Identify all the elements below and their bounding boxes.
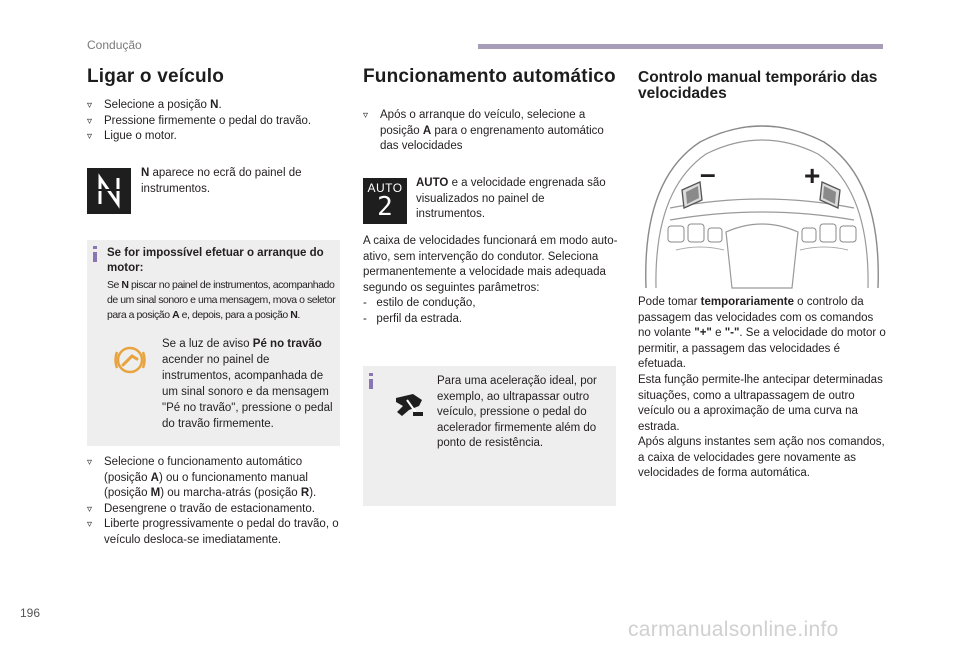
bullet-icon: ▿ xyxy=(87,115,93,127)
n-display-icon xyxy=(87,168,131,214)
gear-digit: 2 xyxy=(377,192,393,222)
warning-title: Se for impossível efetuar o arranque do motor: xyxy=(107,247,324,274)
list-item: ▿ Liberte progressivamente o pedal do travão, o veículo desloca-se imediatamente. xyxy=(87,518,339,546)
auto-paragraph: A caixa de velocidades funcionará em modo auto-ativo, sem intervenção do condutor. Seleciona permanentemente a velocidade mais adequada segundo os seguintes parâmetros: xyxy=(363,235,618,294)
list-item: ▿ Selecione o funcionamento automático (posição A) ou o funcionamento manual (posição M) ou marcha-atrás (posição R). xyxy=(87,456,317,499)
list-item: ▿ Ligue o motor. xyxy=(87,129,347,145)
manual-paragraph-3: Após alguns instantes sem ação nos comandos, a caixa de velocidades gere novamente as velocidades de forma automática. xyxy=(638,436,885,479)
tip-text: Para uma aceleração ideal, por exemplo, ao ultrapassar outro veículo, pressione o pedal do acelerador firmemente além do ponto de resistência. xyxy=(437,375,597,449)
list-item: ▿ Selecione a posição N. xyxy=(87,98,347,114)
bullet-icon: ▿ xyxy=(363,110,369,121)
section-title-start: Ligar o veículo xyxy=(87,66,225,87)
dash-icon: - xyxy=(363,297,377,309)
list-item: - estilo de condução, xyxy=(363,297,476,309)
brake-lamp-text: Se a luz de aviso Pé no travão acender no painel de instrumentos, acompanhada de um sinal sonoro e da mensagem "Pé no travão", pressione o pedal do travão firmemente. xyxy=(162,338,333,430)
n-gear-display xyxy=(87,168,131,214)
auto-label: AUTO xyxy=(367,181,403,195)
brake-warning-lamp-icon xyxy=(112,342,148,378)
info-icon xyxy=(93,246,97,262)
list-item: ▿ Pressione firmemente o pedal do travão. xyxy=(87,114,347,130)
section-title-automatic: Funcionamento automático xyxy=(363,66,616,87)
drive-steps xyxy=(87,455,347,548)
chapter-label: Condução xyxy=(87,38,142,52)
minus-paddle-label: – xyxy=(700,158,716,189)
list-item: ▿ Após o arranque do veículo, selecione a posição A para o engrenamento automático das velocidades xyxy=(363,109,604,152)
start-steps xyxy=(87,98,347,145)
list-item: - perfil da estrada. xyxy=(363,312,463,325)
n-display-text: N aparece no ecrã do painel de instrumentos. xyxy=(141,167,302,195)
manual-paragraph-2: Esta função permite-lhe antecipar determinadas situações, como a ultrapassagem de outro veículo ou a aproximação de uma curva na estrada. xyxy=(638,374,883,433)
accelerator-pedal-icon xyxy=(393,386,427,420)
bullet-icon: ▿ xyxy=(87,503,93,515)
bullet-icon: ▿ xyxy=(87,519,93,530)
plus-paddle-label: + xyxy=(804,160,821,191)
section-title-manual: Controlo manual temporário das velocidades xyxy=(638,69,878,102)
info-icon xyxy=(369,373,373,389)
warning-body: Se N piscar no painel de instrumentos, acompanhado de um sinal sonoro e uma mensagem, mova o seletor para a posição A e, depois, para a posição N. xyxy=(107,279,336,321)
parameter-list xyxy=(363,296,613,327)
watermark-text: carmanualsonline.info xyxy=(628,618,839,641)
auto-gear-display xyxy=(363,178,407,224)
manual-paragraph-1: Pode tomar temporariamente o controlo da passagem das velocidades com os comandos no volante "+" e "-". Se a velocidade do motor o permitir, a passagem das velocidades é efetuada. xyxy=(638,296,886,370)
bullet-icon: ▿ xyxy=(87,100,93,111)
steering-wheel-icon xyxy=(640,120,884,290)
list-item: ▿ Desengrene o travão de estacionamento. xyxy=(87,502,347,518)
page-number: 196 xyxy=(20,606,41,620)
steering-wheel-illustration xyxy=(640,120,884,290)
chapter-bar xyxy=(478,44,883,49)
auto-steps xyxy=(363,108,618,155)
auto-display-text: AUTO e a velocidade engrenada são visualizados no painel de instrumentos. xyxy=(416,177,606,220)
bullet-icon: ▿ xyxy=(87,457,93,468)
bullet-icon: ▿ xyxy=(87,131,93,142)
dash-icon: - xyxy=(363,312,377,325)
